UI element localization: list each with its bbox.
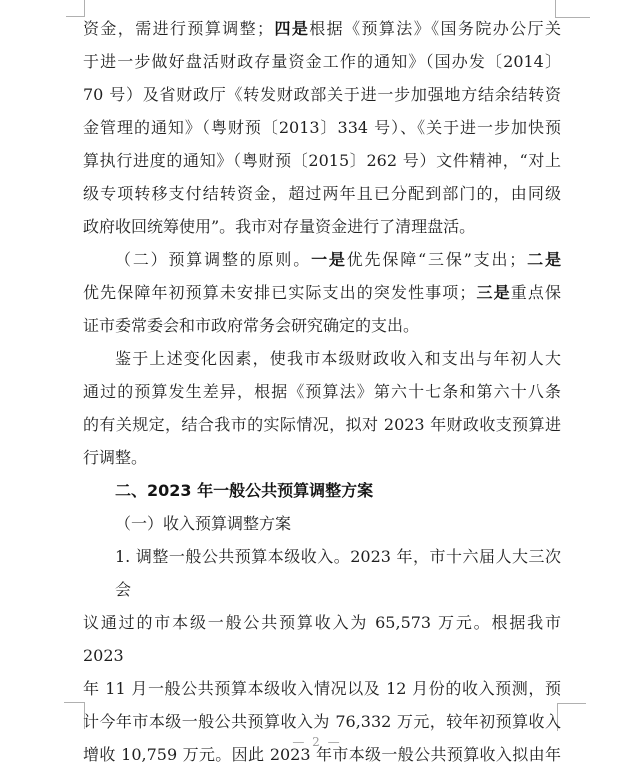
section-heading-line — [83, 474, 561, 507]
text-segment: 的有关规定，结合我市的实际情况，拟对 2023 年财政收支预算进 — [83, 415, 561, 434]
text-segment: 年 11 月一般公共预算本级收入情况以及 12 月份的收入预测，预 — [83, 679, 561, 698]
text-segment: 70 号）及省财政厅《转发财政部关于进一步加强地方结余结转资 — [83, 85, 561, 104]
text-segment: 行调整。 — [83, 448, 148, 467]
emphasized-text-segment: 二、2023 年一般公共预算调整方案 — [115, 481, 374, 500]
text-line — [83, 672, 561, 705]
text-line — [83, 309, 561, 342]
emphasized-text-segment: 四是 — [273, 19, 310, 38]
text-segment: 级专项转移支付结转资金，超过两年且已分配到部门的，由同级 — [83, 184, 561, 203]
text-line — [83, 12, 561, 45]
text-line — [83, 243, 561, 276]
document-body-text — [83, 12, 561, 771]
text-line — [83, 606, 561, 672]
crop-mark-bottom-right-icon — [557, 703, 586, 731]
text-line — [83, 78, 561, 111]
emphasized-text-segment: 二是 — [525, 250, 561, 269]
text-segment: 鉴于上述变化因素，使我市本级财政收入和支出与年初人大 — [115, 349, 561, 368]
text-segment: 增收 10,759 万元。因此 2023 年市本级一般公共预算收入拟由年 — [83, 745, 561, 764]
text-segment: 于进一步做好盘活财政存量资金工作的通知》（国办发〔2014〕 — [83, 52, 561, 71]
text-segment: 根据《预算法》《国务院办公厅关 — [309, 19, 561, 38]
text-line — [83, 111, 561, 144]
emphasized-text-segment: 三是 — [475, 283, 511, 302]
text-line — [83, 144, 561, 177]
text-line — [83, 210, 561, 243]
text-segment: 优先保障“三保”支出； — [346, 250, 526, 269]
text-segment: 重点保 — [510, 283, 561, 302]
text-line — [83, 408, 561, 441]
text-line — [83, 45, 561, 78]
text-segment: （一）收入预算调整方案 — [115, 514, 292, 533]
text-line — [83, 375, 561, 408]
text-line — [83, 705, 561, 738]
text-segment: 证市委常委会和市政府常务会研究确定的支出。 — [83, 316, 420, 335]
text-line — [83, 342, 561, 375]
text-segment: 算执行进度的通知》（粤财预〔2015〕262 号）文件精神，“对上 — [83, 151, 561, 170]
text-segment: 政府收回统筹使用”。我市对存量资金进行了清理盘活。 — [83, 217, 476, 236]
text-line — [83, 540, 561, 606]
text-segment: 议通过的市本级一般公共预算收入为 65,573 万元。根据我市 2023 — [83, 613, 561, 665]
text-line — [83, 177, 561, 210]
text-segment: 资金，需进行预算调整； — [83, 19, 274, 38]
text-segment: 通过的预算发生差异，根据《预算法》第六十七条和第六十八条 — [83, 382, 561, 401]
text-segment: 计今年市本级一般公共预算收入为 76,332 万元，较年初预算收入 — [83, 712, 561, 731]
emphasized-text-segment: 一是 — [311, 250, 347, 269]
text-line — [83, 507, 561, 540]
crop-mark-bottom-left-icon — [64, 702, 85, 729]
text-line — [83, 276, 561, 309]
text-segment: 1. 调整一般公共预算本级收入。2023 年，市十六届人大三次会 — [115, 547, 561, 599]
page-number: — 2 — — [292, 735, 342, 749]
text-segment: 优先保障年初预算未安排已实际支出的突发性事项； — [83, 283, 476, 302]
text-segment: （二）预算调整的原则。 — [115, 250, 312, 269]
text-line — [83, 441, 561, 474]
text-segment: 金管理的通知》（粤财预〔2013〕334 号）、《关于进一步加快预 — [83, 118, 561, 137]
